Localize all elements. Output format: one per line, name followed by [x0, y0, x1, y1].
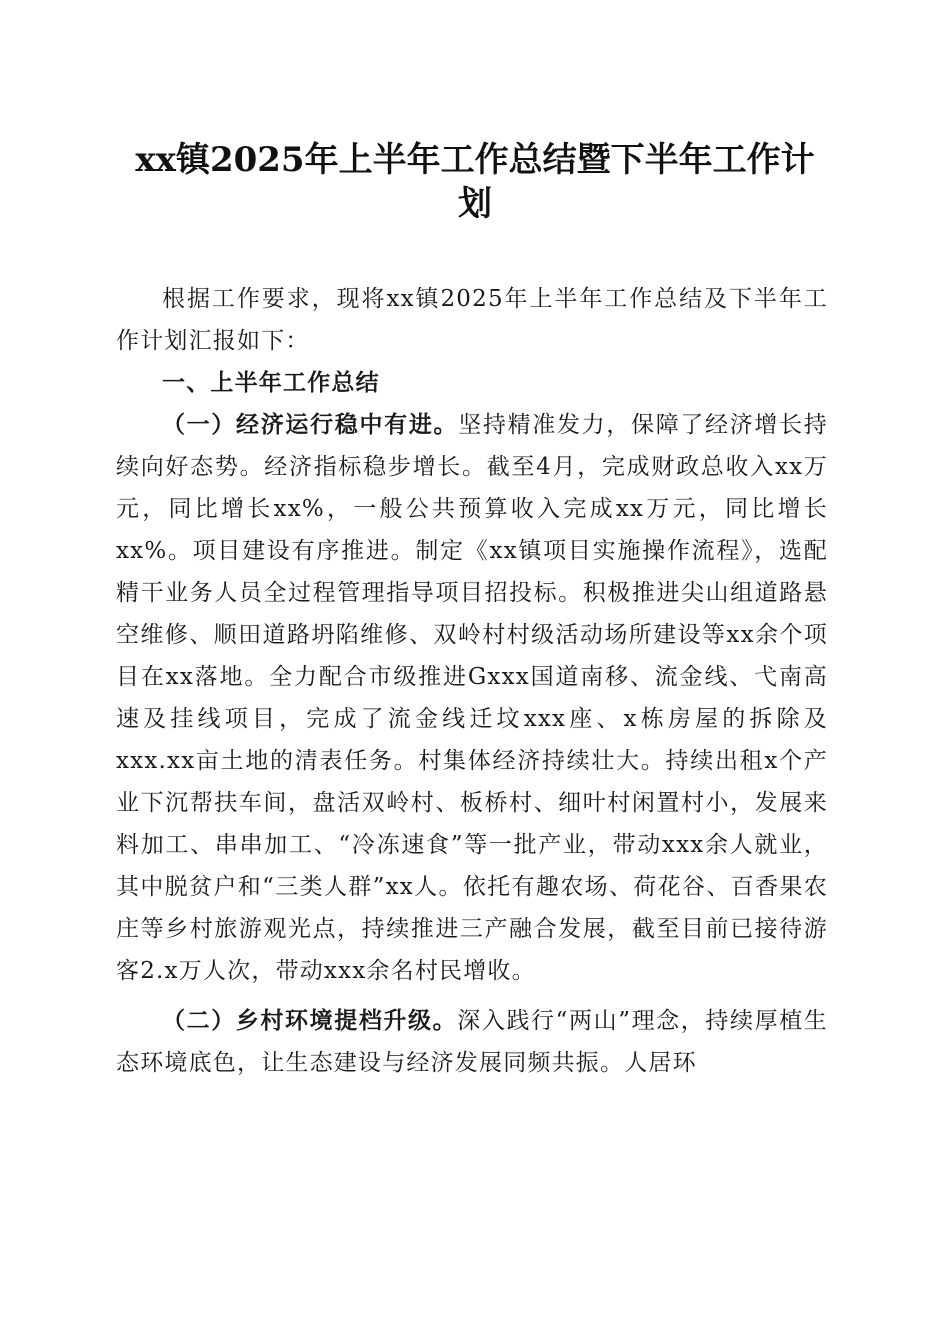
document-title — [110, 138, 840, 226]
document-body — [116, 278, 828, 1084]
part-1-text: 坚持精准发力，保障了经济增长持续向好态势。经济指标稳步增长。截至4月，完成财政总收入xx万元，同比增长xx%，一般公共预算收入完成xx万元，同比增长xx%。项目建设有序推进。制定《xx镇项目实施操作流程》，选配精干业务人员全过程管理指导项目招投标。积极推进尖山组道路悬空维修、顺田道路坍陷维修、双岭村村级活动场所建设等xx余个项目在xx落地。全力配合市级推进Gxxx国道南移、流金线、弋南高速及挂线项目，完成了流金线迁坟xxx座、x栋房屋的拆除及xxx.xx亩土地的清表任务。村集体经济持续壮大。持续出租x个产业下沉帮扶车间，盘活双岭村、板桥村、细叶村闲置村小，发展来料加工、串串加工、“冷冻速食”等一批产业，带动xxx余人就业，其中脱贫户和“三类人群”xx人。依托有趣农场、荷花谷、百香果农庄等乡村旅游观光点，持续推进三产融合发展，截至目前已接待游客2.x万人次，带动xxx余名村民增收。 — [116, 412, 828, 984]
part-2-text: 深入践行“两山”理念，持续厚植生态环境底色，让生态建设与经济发展同频共振。人居环 — [116, 1008, 828, 1076]
section-heading: 一、上半年工作总结 — [162, 370, 380, 396]
title-line-2: 划 — [458, 184, 492, 224]
title-line-1: xx镇2025年上半年工作总结暨下半年工作计 — [135, 140, 815, 180]
part-2-heading: （二）乡村环境提档升级。 — [162, 1007, 458, 1034]
paragraph-part-2 — [116, 1000, 828, 1084]
paragraph-part-1 — [116, 404, 828, 992]
part-1-heading: （一）经济运行稳中有进。 — [162, 411, 459, 438]
intro-paragraph: 根据工作要求，现将xx镇2025年上半年工作总结及下半年工作计划汇报如下： — [116, 286, 828, 354]
